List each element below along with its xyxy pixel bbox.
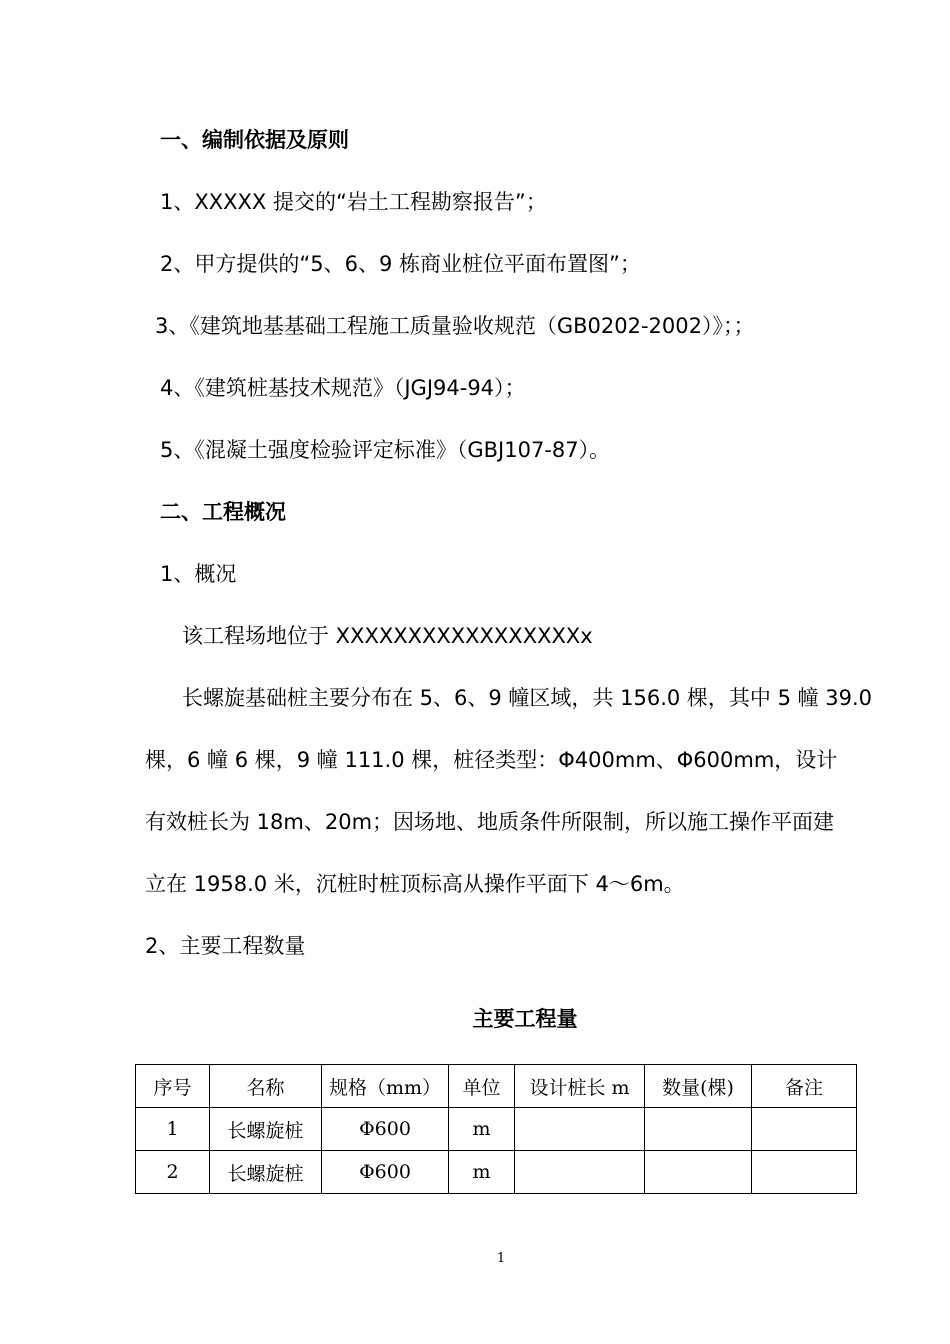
table-cell bbox=[645, 1108, 752, 1151]
table-cell bbox=[515, 1151, 645, 1194]
table-cell bbox=[752, 1108, 857, 1151]
pile-description-line: 立在 1958.0 米，沉桩时桩顶标高从操作平面下 4～6m。 bbox=[145, 872, 685, 896]
table-cell: 1 bbox=[136, 1108, 210, 1151]
header-cell: 数量(棵) bbox=[645, 1065, 752, 1108]
section1-heading: 一、编制依据及原则 bbox=[160, 128, 349, 152]
header-cell: 备注 bbox=[752, 1065, 857, 1108]
header-cell: 名称 bbox=[210, 1065, 322, 1108]
reference-item: 4、《建筑桩基技术规范》（JGJ94-94）； bbox=[160, 376, 526, 400]
table-cell bbox=[645, 1151, 752, 1194]
pile-description-line: 棵，6 幢 6 棵，9 幢 111.0 棵，桩径类型：Φ400mm、Φ600mm，设计 bbox=[145, 748, 838, 772]
quantity-table bbox=[135, 1064, 857, 1194]
header-cell: 单位 bbox=[449, 1065, 515, 1108]
subheading-overview: 1、概况 bbox=[160, 562, 237, 586]
header-cell: 设计桩长 m bbox=[515, 1065, 645, 1108]
table-cell: m bbox=[449, 1151, 515, 1194]
reference-item: 1、XXXXX 提交的“岩土工程勘察报告”； bbox=[160, 190, 547, 214]
reference-item: 3、《建筑地基基础工程施工质量验收规范（GB0202-2002）》；； bbox=[155, 314, 755, 338]
reference-item: 5、《混凝土强度检验评定标准》（GBJ107-87）。 bbox=[160, 438, 611, 462]
site-location-paragraph: 该工程场地位于 XXXXXXXXXXXXXXXXXx bbox=[182, 624, 593, 648]
table-header-row bbox=[136, 1065, 857, 1108]
section2-heading: 二、工程概况 bbox=[160, 500, 286, 524]
pile-description-line: 长螺旋基础桩主要分布在 5、6、9 幢区域，共 156.0 棵，其中 5 幢 39.0 bbox=[182, 686, 873, 710]
subheading-quantities: 2、主要工程数量 bbox=[145, 934, 306, 958]
table-title: 主要工程量 bbox=[472, 1007, 578, 1031]
table-cell: m bbox=[449, 1108, 515, 1151]
reference-item: 2、甲方提供的“5、6、9 栋商业桩位平面布置图”； bbox=[160, 252, 641, 276]
table-cell: 长螺旋桩 bbox=[210, 1108, 322, 1151]
pile-description-line: 有效桩长为 18m、20m；因场地、地质条件所限制，所以施工操作平面建 bbox=[145, 810, 835, 834]
page-number: 1 bbox=[496, 1251, 506, 1266]
header-cell: 规格（mm） bbox=[322, 1065, 449, 1108]
header-cell: 序号 bbox=[136, 1065, 210, 1108]
table-cell: Φ600 bbox=[322, 1151, 449, 1194]
table-cell bbox=[515, 1108, 645, 1151]
table-row bbox=[136, 1151, 857, 1194]
table-cell: 长螺旋桩 bbox=[210, 1151, 322, 1194]
table-cell bbox=[752, 1151, 857, 1194]
table-cell: Φ600 bbox=[322, 1108, 449, 1151]
table-row bbox=[136, 1108, 857, 1151]
table-cell: 2 bbox=[136, 1151, 210, 1194]
